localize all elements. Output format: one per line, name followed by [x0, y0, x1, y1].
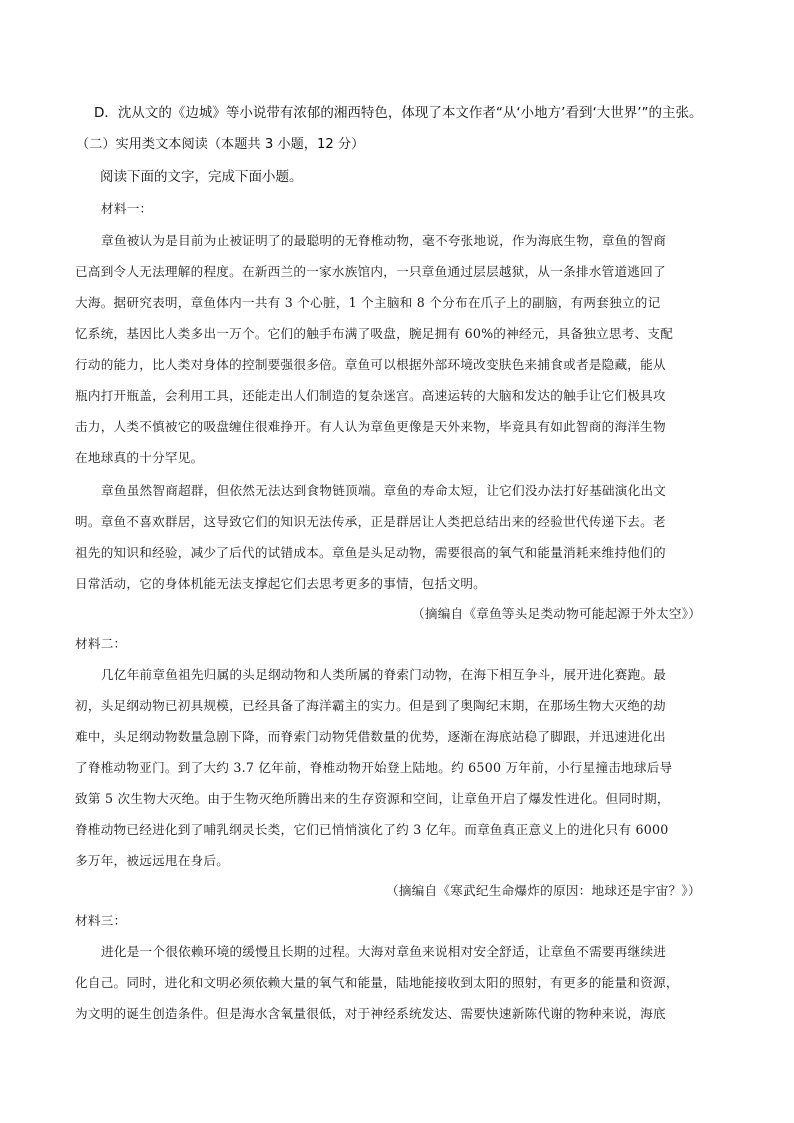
paragraph-line: 祖先的知识和经验，减少了后代的试错成本。章鱼是头足动物，需要很高的氧气和能量消耗来维持他们的	[75, 545, 666, 560]
paragraph-line: 了脊椎动物亚门。到了大约 3.7 亿年前，脊椎动物开始登上陆地。约 6500 万年前，小行星撞击地球后导	[75, 760, 673, 775]
paragraph-line: 已高到令人无法理解的程度。在新西兰的一家水族馆内，一只章鱼通过层层越狱，从一条排水管道逃回了	[75, 264, 666, 279]
material3-label: 材料三：	[75, 913, 127, 928]
paragraph-line: 在地球真的十分罕见。	[75, 450, 204, 465]
paragraph-line: 为文明的诞生创造条件。但是海水含氧量很低，对于神经系统发达、需要快速新陈代谢的物种来说，海底	[75, 1006, 666, 1021]
material2-source: （摘编自《寒武纪生命爆炸的原因：地球还是宇宙？》）	[386, 883, 701, 898]
paragraph-line: 化自己。同时，进化和文明必须依赖大量的氧气和能量，陆地能接收到太阳的照射，有更多的能量和资源，	[75, 975, 679, 990]
paragraph-line: 行动的能力，比人类对身体的控制要强很多倍。章鱼可以根据外部环境改变肤色来捕食或者是隐藏，能从	[75, 357, 666, 372]
section-heading: （二）实用类文本阅读（本题共 3 小题，12 分）	[76, 137, 365, 152]
paragraph-line: 几亿年前章鱼祖先归属的头足纲动物和人类所属的脊索门动物，在海下相互争斗，展开进化赛跑。最	[101, 667, 667, 682]
paragraph-line: 章鱼被认为是目前为止被证明了的最聪明的无脊椎动物，毫不夸张地说，作为海底生物，章鱼的智商	[101, 233, 667, 248]
instruction: 阅读下面的文字，完成下面小题。	[100, 169, 303, 185]
paragraph-line: 初，头足纲动物已初具规模，已经具备了海洋霸主的实力。但是到了奥陶纪末期，在那场生物大灭绝的劫	[75, 698, 666, 713]
paragraph-line: 日常活动，它的身体机能无法支撑起它们去思考更多的事情，包括文明。	[75, 576, 486, 591]
paragraph-line: 脊椎动物已经进化到了哺乳纲灵长类，它们已悄悄演化了约 3 亿年。而章鱼真正意义上的进化只有 6000	[75, 822, 669, 837]
material1-label: 材料一：	[101, 201, 153, 216]
paragraph-line: 多万年，被远远甩在身后。	[75, 853, 230, 868]
material1-source: （摘编自《章鱼等头足类动物可能起源于外太空》）	[412, 606, 702, 621]
option-d: D．沈从文的《边城》等小说带有浓郁的湘西特色，体现了本文作者“从‘小地方’看到‘大世界’”的主张。	[94, 105, 703, 121]
paragraph-line: 明。章鱼不喜欢群居，这导致它们的知识无法传承，正是群居让人类把总结出来的经验世代传递下去。老	[75, 514, 666, 529]
paragraph-line: 难中，头足纲动物数量急剧下降，而脊索门动物凭借数量的优势，逐渐在海底站稳了脚跟，并迅速进化出	[75, 729, 666, 744]
material2-label: 材料二：	[75, 636, 127, 651]
paragraph-line: 大海。据研究表明，章鱼体内一共有 3 个心脏，1 个主脑和 8 个分布在爪子上的副脑，有两套独立的记	[75, 295, 661, 310]
paragraph-line: 致第 5 次生物大灭绝。由于生物灭绝所腾出来的生存资源和空间，让章鱼开启了爆发性进化。但同时期，	[75, 791, 670, 806]
paragraph-line: 进化是一个很依赖环境的缓慢且长期的过程。大海对章鱼来说相对安全舒适，让章鱼不需要再继续进	[101, 944, 667, 959]
paragraph-line: 瓶内打开瓶盖，会利用工具，还能走出人们制造的复杂迷宫。高速运转的大脑和发达的触手让它们极具攻	[75, 388, 666, 403]
paragraph-line: 击力，人类不慎被它的吸盘缠住很难挣开。有人认为章鱼更像是天外来物，毕竟具有如此智商的海洋生物	[75, 419, 666, 434]
paragraph-line: 忆系统，基因比人类多出一万个。它们的触手布满了吸盘，腕足拥有 60%的神经元，具备独立思考、支配	[75, 326, 674, 341]
paragraph-line: 章鱼虽然智商超群，但依然无法达到食物链顶端。章鱼的寿命太短，让它们没办法打好基础演化出文	[101, 483, 667, 498]
